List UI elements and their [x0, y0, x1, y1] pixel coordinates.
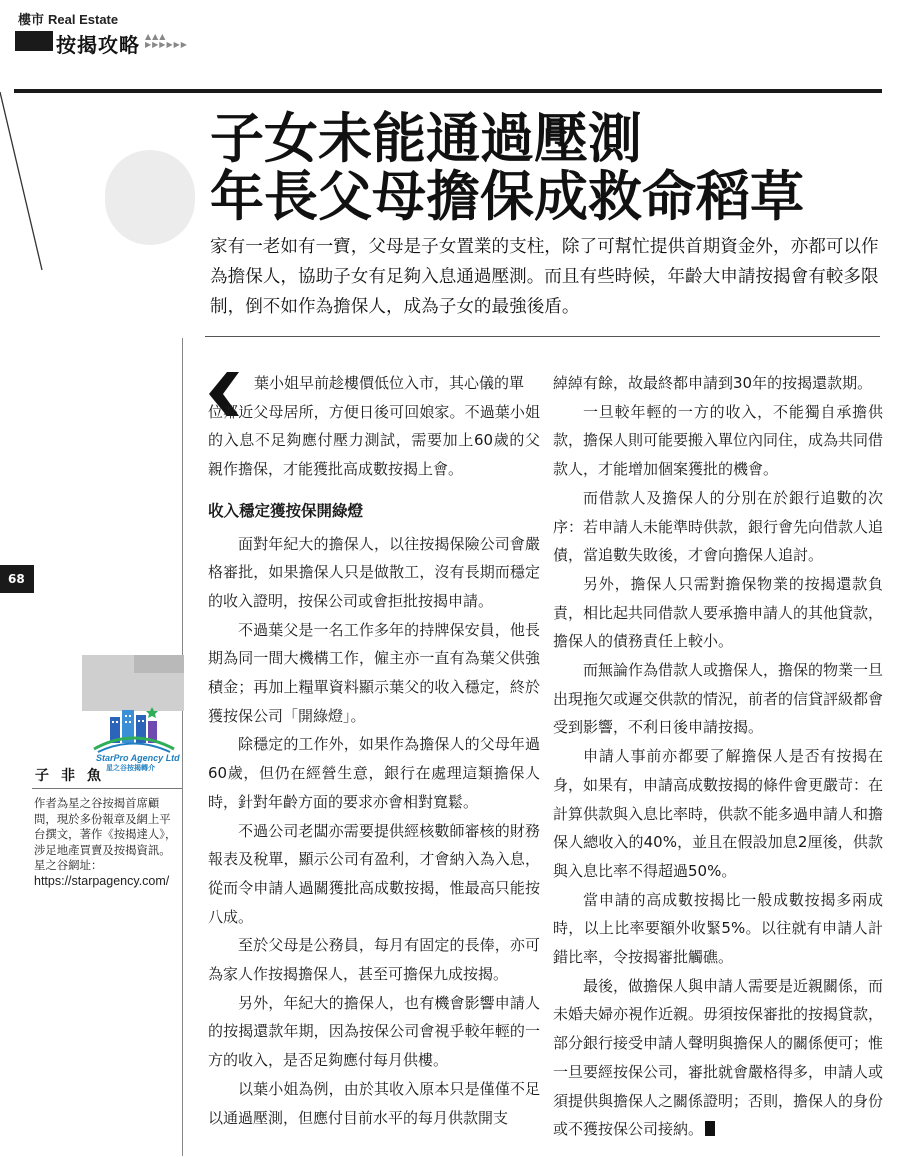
logo-subtitle: 星之谷按揭轉介 [106, 764, 155, 772]
col2-last-text: 最後，做擔保人與申請人需要是近親關係，而未婚夫婦亦視作近親。毋須按保審批的按揭貸款，部分銀行接受申請人聲明與擔保人的關係便可；惟一旦要經按保公司，審批就會嚴格得多，申請人或須提供與擔保人之關係證明；否則，擔保人的身份或不獲按保公司接納。 [553, 976, 884, 1139]
col2-paragraph: 當申請的高成數按揭比一般成數按揭多兩成時，以上比率要額外收緊5%。以往就有申請人計錯比率，令按揭審批觸礁。 [553, 890, 883, 967]
column-title: 按揭攻略 [56, 33, 140, 57]
section-label-zh: 樓市 [18, 13, 45, 28]
author-name: 子非魚 [35, 768, 113, 784]
col2-paragraph: 而借款人及擔保人的分別在於銀行追數的次序：若申請人未能準時供款，銀行會先向借款人追債，當追數失敗後，才會向擔保人追討。 [553, 488, 884, 565]
col2-continuation: 綽綽有餘，故最終都申請到30年的按揭還款期。 [553, 374, 873, 392]
author-site-link[interactable]: https://starpagency.com/ [34, 873, 170, 888]
column-ornament: ▲▲▲ ▶▶▶▶▶▶ [145, 32, 188, 49]
article-lede: 家有一老如有一寶，父母是子女置業的支柱，除了可幫忙提供首期資金外，亦都可以作為擔保人，協助子女有足夠入息通過壓測。而且有些時候，年齡大申請按揭會有較多限制，倒不如作為擔保人，成為子女的最強後盾。 [210, 237, 879, 317]
col1-paragraph: 除穩定的工作外，如果作為擔保人的父母年過60歲，但仍在經營生意，銀行在處理這類擔保人時，針對年齡方面的要求亦會相對寬鬆。 [208, 735, 540, 811]
col1-paragraph: 不過公司老闆亦需要提供經核數師審核的財務報表及稅單，顯示公司有盈利，才會納入為入息，從而令申請人過關獲批高成數按揭，惟最高只能按八成。 [208, 821, 540, 926]
section-label [18, 9, 118, 28]
article-column-1 [208, 369, 540, 1132]
starpro-logo [82, 655, 184, 775]
author-bio-text: 作者為星之谷按揭首席顧問，現於多份報章及網上平台撰文，著作《按揭達人》，涉足地產買賣及按揭資訊。 [34, 796, 177, 857]
subheading: 收入穩定獲按保開綠燈 [208, 501, 364, 520]
section-label-en: Real Estate [48, 12, 119, 27]
col2-paragraph: 申請人事前亦都要了解擔保人是否有按揭在身，如果有，申請高成數按揭的條件會更嚴苛：在計算供款與入息比率時，供款不能多過申請人和擔保人總收入的40%，並且在假設加息2厘後，供款與入息比率不得超過50%。 [553, 747, 884, 880]
top-rule [14, 89, 882, 93]
author-site-label: 星之谷網址： [34, 858, 103, 872]
column-marker-block [15, 31, 53, 51]
article-column-2 [553, 369, 883, 1144]
title-line-2: 年長父母擔保成救命稻草 [210, 165, 804, 228]
background-portrait-ghost [105, 150, 195, 245]
col2-paragraph: 一旦較年輕的一方的收入，不能獨自承擔供款，擔保人則可能要搬入單位內同住，成為共同借款人，才能增加個案獲批的機會。 [553, 402, 884, 479]
col1-paragraph: 另外，年紀大的擔保人，也有機會影響申請人的按揭還款年期，因為按保公司會視乎較年輕的一方的收入，是否足夠應付每月供樓。 [208, 993, 540, 1070]
col2-paragraph: 而無論作為借款人或擔保人，擔保的物業一旦出現拖欠或遲交供款的情況，前者的信貸評級都會受到影響，不利日後申請按揭。 [553, 661, 884, 737]
city-skyline-icon [82, 655, 184, 755]
logo-name: StarPro Agency Ltd [96, 753, 180, 763]
col2-paragraph: 另外，擔保人只需對擔保物業的按揭還款負責，相比起共同借款人要承擔申請人的其他貸款，擔保人的債務責任上較小。 [553, 574, 884, 651]
page-corner-line [0, 90, 60, 390]
intro-rest: 位鄰近父母居所，方便日後可回娘家。不過葉小姐的入息不足夠應付壓力測試，需要加上60歲的父親作擔保，才能獲批高成數按揭上會。 [208, 402, 540, 479]
col2-last-paragraph [553, 972, 883, 1144]
col1-paragraph: 不過葉父是一名工作多年的持牌保安員，他長期為同一間大機構工作，僱主亦一直有為葉父供強積金；再加上糧單資料顯示葉父的收入穩定，終於獲按保公司「開綠燈」。 [208, 620, 540, 725]
col1-paragraph: 面對年紀大的擔保人，以往按揭保險公司會嚴格審批，如果擔保人只是做散工，沒有長期而穩定的收入證明，按保公司或會拒批按揭申請。 [208, 534, 540, 610]
author-bio [34, 796, 180, 889]
article-title [210, 107, 804, 228]
lede-rule [205, 336, 880, 337]
title-line-1: 子女未能通過壓測 [210, 107, 642, 170]
col1-paragraph: 以葉小姐為例，由於其收入原本只是僅僅不足以通過壓測，但應付目前水平的每月供款開支 [208, 1079, 540, 1127]
intro-first-line: 葉小姐早前趁樓價低位入市，其心儀的單 [254, 374, 525, 392]
col1-paragraph: 至於父母是公務員，每月有固定的長俸，亦可為家人作按揭擔保人，甚至可擔保九成按揭。 [208, 936, 540, 984]
page-number: 68 [0, 565, 34, 593]
author-rule [32, 788, 182, 789]
end-mark-icon [705, 1121, 715, 1136]
